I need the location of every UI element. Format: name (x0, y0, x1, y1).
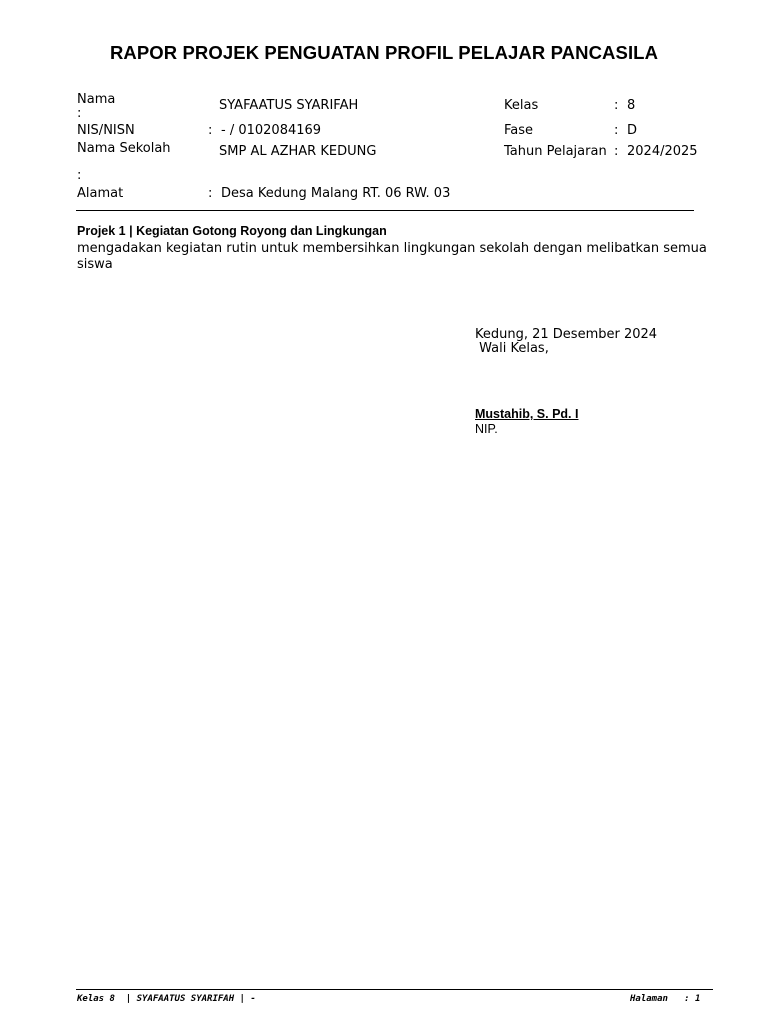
nama-value: SYAFAATUS SYARIFAH (219, 98, 359, 113)
kelas-value: 8 (627, 98, 636, 113)
footer-left: Kelas 8 | SYAFAATUS SYARIFAH | - (77, 994, 256, 1004)
fase-value: D (627, 123, 638, 138)
signature-place-date: Kedung, 21 Desember 2024 (475, 327, 658, 342)
alamat-value: Desa Kedung Malang RT. 06 RW. 03 (221, 186, 451, 201)
kelas-label: Kelas (504, 98, 539, 113)
fase-colon: : (614, 123, 619, 138)
nama-colon: : (77, 106, 82, 121)
nama-label: Nama (77, 92, 116, 107)
nis-colon: : (208, 123, 213, 138)
footer-page: Halaman : 1 (630, 994, 701, 1004)
signature-role: Wali Kelas, (475, 341, 549, 356)
nis-label: NIS/NISN (77, 123, 135, 138)
sekolah-colon: : (77, 168, 82, 183)
kelas-colon: : (614, 98, 619, 113)
alamat-label: Alamat (77, 186, 124, 201)
sekolah-label: Nama Sekolah (77, 141, 171, 156)
sekolah-value: SMP AL AZHAR KEDUNG (219, 144, 377, 159)
tahun-value: 2024/2025 (627, 144, 698, 159)
signature-name: Mustahib, S. Pd. I (475, 407, 579, 421)
project-title: Projek 1 | Kegiatan Gotong Royong dan Lingkungan (77, 224, 387, 238)
tahun-label: Tahun Pelajaran (504, 144, 607, 159)
footer-divider (76, 989, 713, 990)
nis-value: - / 0102084169 (221, 123, 322, 138)
report-title: RAPOR PROJEK PENGUATAN PROFIL PELAJAR PANCASILA (109, 42, 659, 63)
alamat-colon: : (208, 186, 213, 201)
signature-nip: NIP. (475, 422, 498, 436)
header-divider (76, 210, 694, 211)
tahun-colon: : (614, 144, 619, 159)
fase-label: Fase (504, 123, 534, 138)
project-description: mengadakan kegiatan rutin untuk membersihkan lingkungan sekolah dengan melibatkan semua siswa (77, 241, 707, 272)
